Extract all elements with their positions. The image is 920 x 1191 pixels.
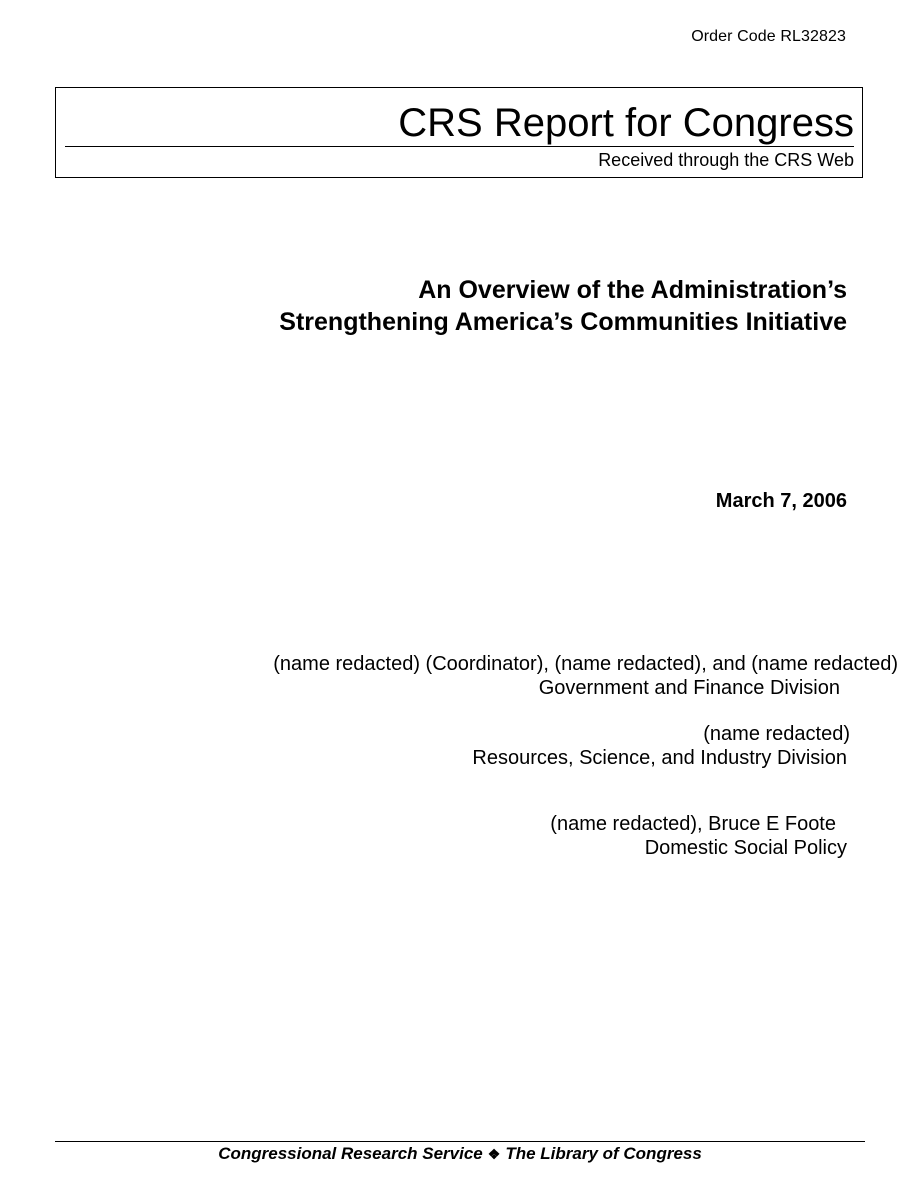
diamond-separator-icon: ❖ <box>487 1146 501 1162</box>
header-subtitle: Received through the CRS Web <box>598 150 854 170</box>
author-group-2-names: (name redacted) <box>703 723 850 745</box>
header-title: CRS Report for Congress <box>398 101 854 145</box>
report-title-line-1: An Overview of the Administration’s <box>418 276 847 304</box>
footer-rule <box>55 1141 865 1142</box>
order-code: Order Code RL32823 <box>691 28 846 45</box>
report-date: March 7, 2006 <box>715 490 847 512</box>
footer-publisher: Congressional Research Service <box>218 1144 483 1163</box>
author-group-3-division: Domestic Social Policy <box>644 837 847 859</box>
footer-library: The Library of Congress <box>505 1144 702 1163</box>
report-title-line-2: Strengthening America’s Communities Initiative <box>279 308 847 336</box>
author-group-2-division: Resources, Science, and Industry Division <box>472 747 847 769</box>
author-group-1-names: (name redacted) (Coordinator), (name redacted), and (name redacted) <box>273 653 898 675</box>
footer <box>55 1143 865 1165</box>
author-group-3-names: (name redacted), Bruce E Foote <box>550 813 836 835</box>
header-rule <box>65 146 854 147</box>
report-title <box>279 274 847 338</box>
report-header-box <box>55 87 863 178</box>
author-group-1-division: Government and Finance Division <box>538 677 840 699</box>
